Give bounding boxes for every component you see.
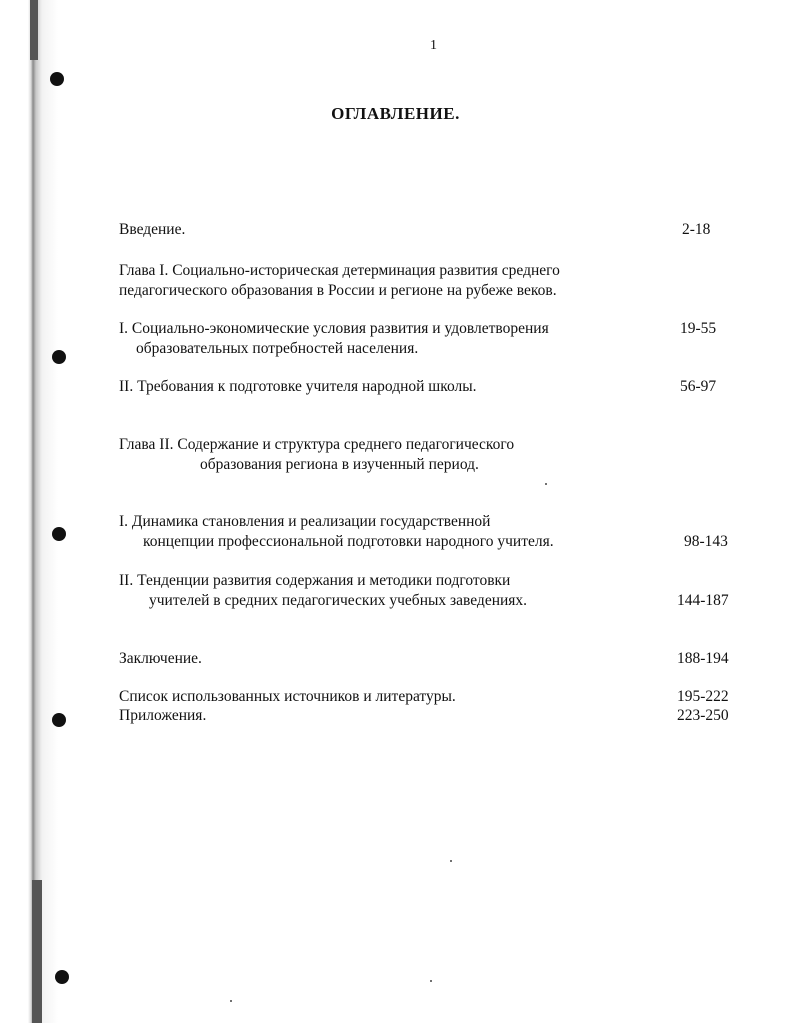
scan-speck xyxy=(230,1000,232,1002)
binding-shadow xyxy=(32,880,42,1023)
punch-hole xyxy=(52,527,66,541)
toc-pages-appendix: 223-250 xyxy=(677,707,729,724)
scan-speck xyxy=(450,860,452,862)
toc-ch2-sec1-line1: I. Динамика становления и реализации государственной xyxy=(119,513,491,530)
toc-pages-ch1-sec1: 19-55 xyxy=(680,320,717,337)
punch-hole xyxy=(52,350,66,364)
scan-speck xyxy=(545,483,547,485)
toc-entry-sources: Список использованных источников и литературы. xyxy=(119,688,456,705)
binding-shadow xyxy=(30,0,38,60)
toc-chapter-2-line1: Глава II. Содержание и структура среднего педагогического xyxy=(119,436,515,453)
toc-entry-appendix: Приложения. xyxy=(119,707,207,724)
toc-ch1-sec2-line1: II. Требования к подготовке учителя народной школы. xyxy=(119,378,477,395)
toc-chapter-1-line2: педагогического образования в России и регионе на рубеже веков. xyxy=(119,282,557,299)
toc-pages-sources: 195-222 xyxy=(677,688,729,705)
toc-entry-intro: Введение. xyxy=(119,221,186,238)
toc-entry-conclusion: Заключение. xyxy=(119,650,202,667)
toc-chapter-1-line1: Глава I. Социально-историческая детерминация развития среднего xyxy=(119,262,560,279)
toc-pages-intro: 2-18 xyxy=(682,221,711,238)
punch-hole xyxy=(52,713,66,727)
toc-ch2-sec2-line2: учителей в средних педагогических учебных заведениях. xyxy=(149,592,528,609)
punch-hole xyxy=(50,72,64,86)
toc-ch2-sec2-line1: II. Тенденции развития содержания и методики подготовки xyxy=(119,572,511,589)
toc-pages-ch2-sec2: 144-187 xyxy=(677,592,729,609)
toc-pages-ch2-sec1: 98-143 xyxy=(684,533,728,550)
page-number: 1 xyxy=(430,38,437,53)
scan-binding-edge xyxy=(0,0,58,1023)
toc-pages-conclusion: 188-194 xyxy=(677,650,729,667)
toc-ch1-sec1-line1: I. Социально-экономические условия развития и удовлетворения xyxy=(119,320,549,337)
punch-hole xyxy=(55,970,69,984)
page-title: ОГЛАВЛЕНИЕ. xyxy=(331,104,460,123)
toc-pages-ch1-sec2: 56-97 xyxy=(680,378,717,395)
toc-ch2-sec1-line2: концепции профессиональной подготовки народного учителя. xyxy=(143,533,554,550)
toc-ch1-sec1-line2: образовательных потребностей населения. xyxy=(136,340,419,357)
toc-chapter-2-line2: образования региона в изученный период. xyxy=(200,456,479,473)
scan-speck xyxy=(430,980,432,982)
